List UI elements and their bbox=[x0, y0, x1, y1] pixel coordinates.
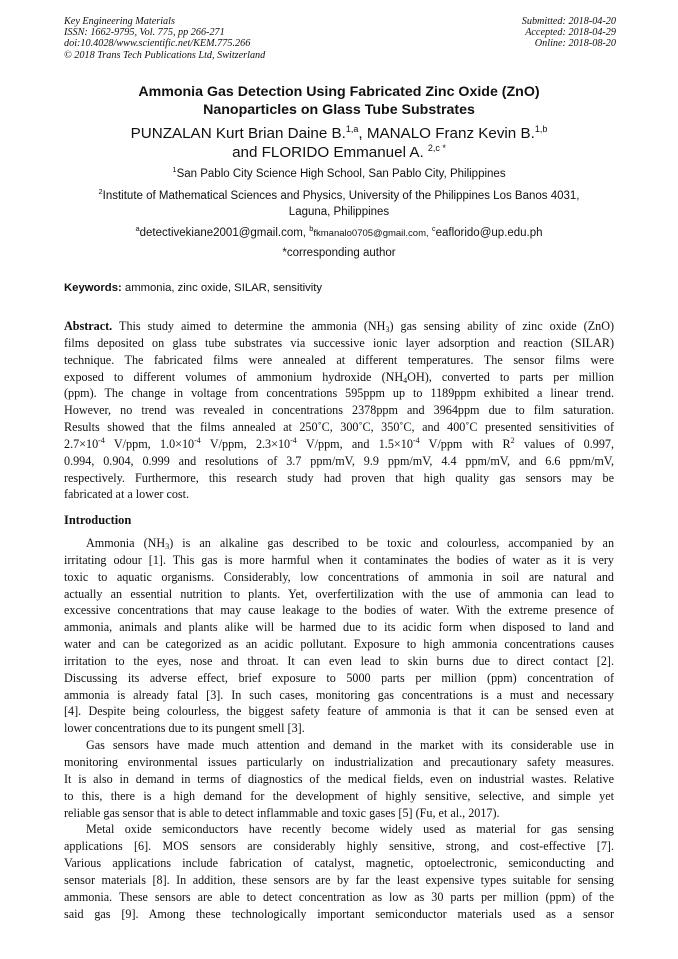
abstract-line bbox=[64, 318, 614, 335]
superscript: -4 bbox=[98, 435, 105, 445]
abstract-line: films deposited on glass tube substrates via successive ionic layer adsorption and reaction (SILAR) bbox=[64, 335, 614, 350]
title-line-1: Ammonia Gas Detection Using Fabricated Zinc Oxide (ZnO) bbox=[138, 84, 540, 100]
dates-header bbox=[522, 16, 616, 50]
superscript: 2 bbox=[510, 435, 515, 445]
subscript: 3 bbox=[165, 542, 170, 551]
intro-line: sensor materials [8]. In addition, these sensors are by far the least expensive types suitable for sensing bbox=[64, 872, 614, 887]
intro-line: Gas sensors have made much attention and demand in the market with its considerable use in bbox=[86, 738, 614, 753]
intro-line: It is also in demand in terms of diagnostics of the medical fields, even on industrial wastes. Relative bbox=[64, 771, 614, 786]
intro-line: Discussing its adverse effect, brief exposure to 5000 parts per million (ppm) concentration of bbox=[64, 670, 614, 685]
doi-line: doi:10.4028/www.scientific.net/KEM.775.266 bbox=[64, 38, 251, 50]
abstract-line: Results showed that the films annealed at 250˚C, 300˚C, 350˚C, and 400˚C presented sensitivities of bbox=[64, 420, 614, 435]
keywords-text: ammonia, zinc oxide, SILAR, sensitivity bbox=[124, 282, 323, 294]
author-2: MANALO Franz Kevin B. bbox=[366, 125, 535, 142]
email-c[interactable]: eaflorido@up.edu.ph bbox=[435, 227, 543, 239]
abstract-text: 2.7×10 bbox=[64, 436, 99, 451]
intro-line: irritation to the eyes, nose and throat. It can even lead to skin burns due to direct contact [2]. bbox=[64, 653, 614, 668]
intro-line: ammonia is already fatal [3]. In such cases, monitoring gas concentrations is a must and necessary bbox=[64, 687, 614, 702]
intro-line: ammonia, animals and plants alike will be harmed due to its acidic form when disposed to land and bbox=[64, 620, 614, 635]
abstract-line: 0.994, 0.904, 0.999 and resolutions of 3.7 ppm/mV, 9.9 ppm/mV, 4.4 ppm/mV, and 6.6 ppm/mV, bbox=[64, 453, 614, 468]
affiliation-1-number: 1 bbox=[172, 165, 177, 174]
intro-line: toxic to aquatic organisms. Considerably, low concentrations of ammonia in soil are natural and bbox=[64, 569, 614, 584]
intro-line: Various applications include fabrication of catalyst, magnetic, optoelectronic, semiconducting and bbox=[64, 856, 614, 871]
intro-line: Metal oxide semiconductors have recently become widely used as material for gas sensing bbox=[86, 822, 614, 837]
abstract-line: respectively. Furthermore, this research study had proven that high quality gas sensors may be bbox=[64, 470, 614, 485]
introduction-heading: Introduction bbox=[64, 513, 132, 527]
affiliation-2 bbox=[64, 188, 614, 220]
intro-line: to this, there is a high demand for the development of highly sensitive, selective, and simple yet bbox=[64, 788, 614, 803]
author-list: PUNZALAN Kurt Brian Daine B.$^{1,a}$, MANALO Franz Kevin B.$^{1,b}$ and FLORIDO Emmanuel A. $^{2,c *}$ bbox=[130, 124, 548, 161]
journal-name: Key Engineering Materials bbox=[64, 16, 175, 27]
author-1: PUNZALAN Kurt Brian Daine B. bbox=[130, 125, 346, 142]
author-3-affil: 2,c * bbox=[427, 143, 446, 153]
intro-line: applications [6]. MOS sensors are considerably highly sensitive, strong, and cost-effective [7]. bbox=[64, 839, 614, 854]
intro-line: monitoring environmental issues particularly on industrialization and precautionary safety measures. bbox=[64, 754, 614, 769]
intro-line: Ammonia $(NH_3)$ is an alkaline gas described to be toxic and colourless, accompanied by an bbox=[86, 536, 614, 551]
email-list bbox=[64, 225, 614, 242]
accepted-date: Accepted: 2018-04-29 bbox=[525, 27, 616, 39]
intro-line: irritating odour [1]. This gas is more harmful when it contaminates the bodies of water as it is very bbox=[64, 552, 614, 567]
superscript: -4 bbox=[290, 435, 297, 445]
intro-line: lower concentrations due to its pungent smell [3]. bbox=[64, 721, 305, 736]
keywords-label: Keywords: bbox=[64, 282, 122, 294]
email-a-marker: a bbox=[135, 224, 140, 233]
abstract-text: V/ppm, and 1.5×10 bbox=[296, 436, 413, 451]
author-2-affil: 1,b bbox=[534, 124, 548, 134]
issn-line: ISSN: 1662-9795, Vol. 775, pp 266-271 bbox=[64, 27, 225, 39]
abstract bbox=[64, 318, 614, 503]
introduction-body bbox=[64, 535, 614, 922]
abstract-text: V/ppm with R bbox=[419, 436, 511, 451]
abstract-text: V/ppm, 2.3×10 bbox=[200, 436, 291, 451]
intro-line: said gas [9]. Among these technologically important semiconductor materials used as a sensor bbox=[64, 906, 614, 921]
abstract-text: values of 0.997, bbox=[514, 436, 614, 451]
abstract-line: fabricated at a lower cost. bbox=[64, 487, 190, 502]
keywords bbox=[64, 281, 322, 295]
email-a[interactable]: detectivekiane2001@gmail.com, bbox=[139, 227, 306, 239]
affiliation-2-number: 2 bbox=[98, 187, 103, 196]
intro-line: ammonia. These sensors are able to detect concentration as low as 30 parts per million (ppm) of the bbox=[64, 889, 614, 904]
title-line-2: Nanoparticles on Glass Tube Substrates bbox=[203, 102, 475, 118]
affiliation-1-text: San Pablo City Science High School, San Pablo City, Philippines bbox=[176, 168, 506, 180]
journal-header bbox=[64, 16, 265, 61]
affiliation-2-text: Institute of Mathematical Sciences and Physics, University of the Philippines Los Banos 4031, bbox=[102, 190, 580, 202]
superscript: -4 bbox=[194, 435, 201, 445]
online-date: Online: 2018-08-20 bbox=[534, 38, 616, 50]
abstract-text: V/ppm, 1.0×10 bbox=[104, 436, 195, 451]
abstract-text: This study aimed to determine the ammonia (NH bbox=[119, 319, 386, 333]
email-b[interactable]: fkmanalo0705@gmail.com, bbox=[313, 228, 429, 239]
abstract-line: (ppm). The change in voltage from concentrations 595ppm up to 1189ppm exhibited a linear trend. bbox=[64, 386, 614, 401]
abstract-line bbox=[64, 436, 614, 453]
affiliation-1 bbox=[64, 166, 614, 182]
affiliation-2-text-cont: Laguna, Philippines bbox=[288, 206, 390, 218]
intro-line: actually an essential nutrition to plants. Yet, overfertilization with the use of ammonia can lead to bbox=[64, 586, 614, 601]
abstract-line: However, no trend was revealed in concentrations 2378ppm and 3964ppm due to film saturation. bbox=[64, 403, 614, 418]
copyright-line: © 2018 Trans Tech Publications Ltd, Switzerland bbox=[64, 49, 266, 61]
abstract-text: OH), converted to parts per million bbox=[407, 369, 614, 384]
corresponding-note: *corresponding author bbox=[282, 247, 396, 259]
author-3: and FLORIDO Emmanuel A. bbox=[232, 144, 424, 161]
abstract-line bbox=[64, 369, 614, 386]
superscript: -4 bbox=[412, 435, 420, 445]
subscript: 4 bbox=[403, 375, 408, 385]
email-b-marker: b bbox=[309, 224, 314, 233]
paper-title bbox=[64, 83, 614, 119]
author-1-affil: 1,a bbox=[345, 124, 359, 134]
intro-line: excessive concentrations that may cause leakage to the bodies of water. With the extreme presence of bbox=[64, 603, 614, 618]
email-c-marker: c bbox=[431, 224, 436, 233]
abstract-line: technique. The fabricated films were annealed at different temperatures. The sensor films were bbox=[64, 352, 614, 367]
subscript: 3 bbox=[385, 325, 390, 334]
submitted-date: Submitted: 2018-04-20 bbox=[521, 16, 616, 27]
abstract-label: Abstract. bbox=[64, 319, 113, 333]
intro-line: [4]. Despite being colourless, the biggest safety feature of ammonia is that it can be sensed even at bbox=[64, 704, 614, 719]
intro-line: reliable gas sensor that is able to detect inflammable and toxic gases [5] (Fu, et al., 2017). bbox=[64, 805, 500, 820]
abstract-text: exposed to different volumes of ammonium hydroxide (NH bbox=[64, 369, 404, 384]
abstract-text: ) gas sensing ability of zinc oxide (ZnO) bbox=[389, 319, 614, 333]
intro-line: water and can be categorized as an acidic pollutant. Exposure to high ammonia concentrations causes bbox=[64, 637, 614, 652]
